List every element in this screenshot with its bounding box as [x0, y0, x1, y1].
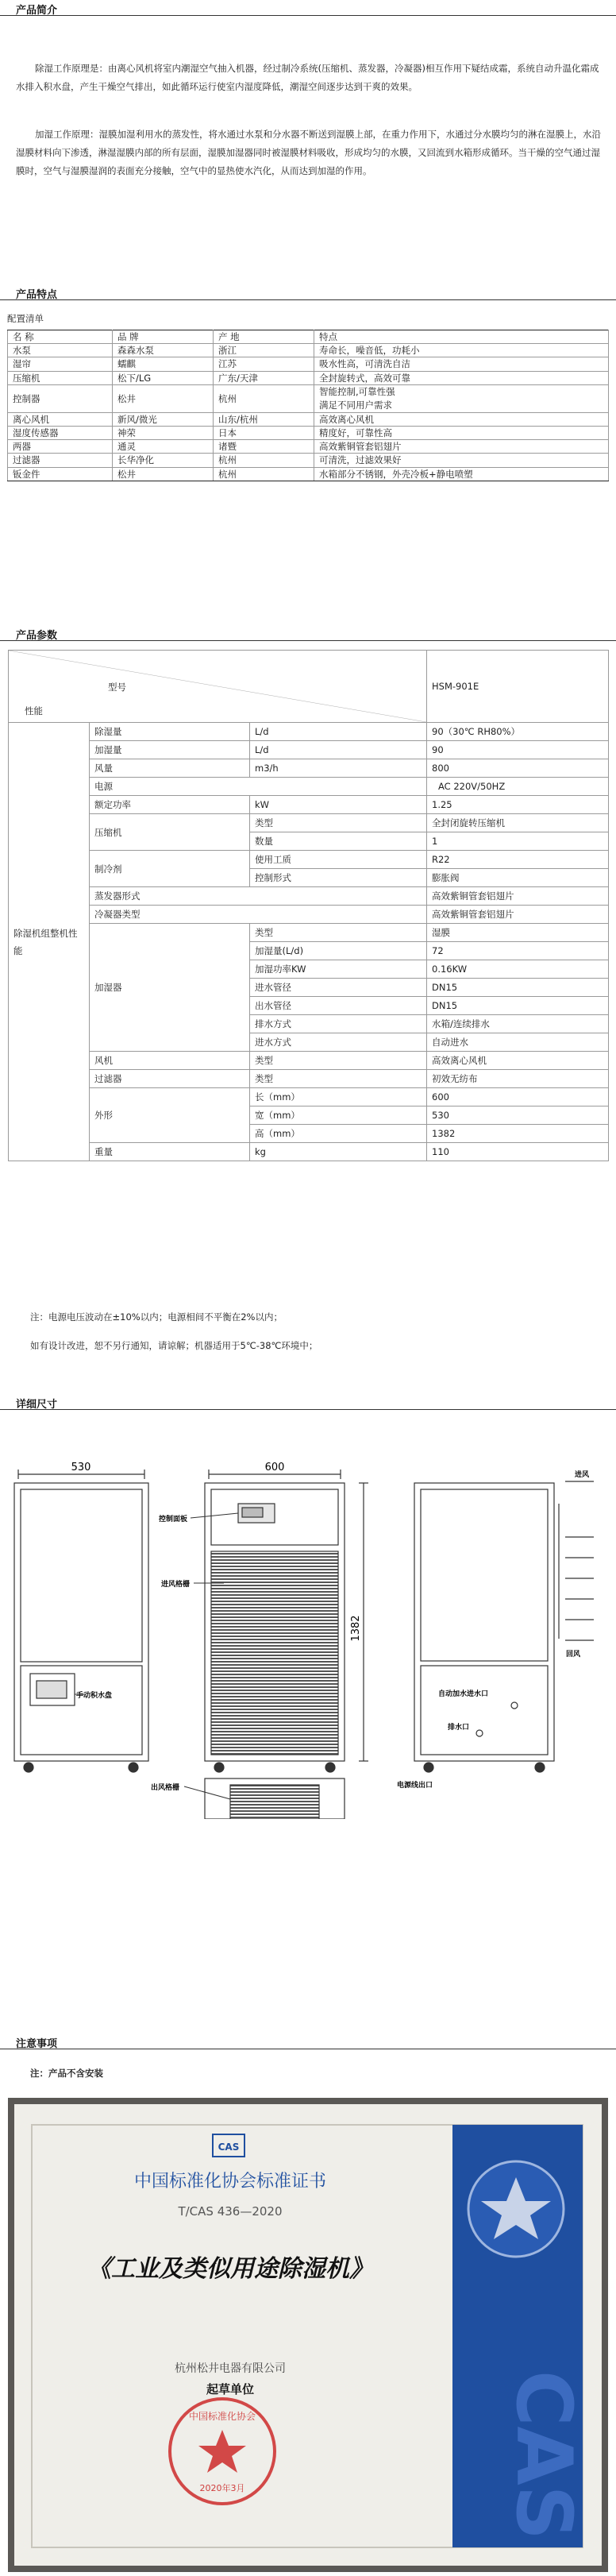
params-item-value: 高效离心风机	[427, 1052, 609, 1070]
config-cell: 杭州	[214, 467, 314, 481]
params-item-name: 重量	[90, 1143, 250, 1161]
config-table-row	[8, 357, 609, 371]
config-table-row	[8, 344, 609, 357]
config-cell: 离心风机	[8, 412, 113, 426]
cert-code: T/CAS 436—2020	[178, 2204, 283, 2219]
params-item-value: 800	[427, 759, 609, 778]
params-item-value: 1	[427, 832, 609, 851]
params-item-name: 除湿量	[90, 723, 250, 741]
params-item-name: 额定功率	[90, 796, 250, 814]
params-item-unit: L/d	[250, 741, 427, 759]
config-cell: 杭州	[214, 384, 314, 412]
config-table-row	[8, 384, 609, 412]
config-header-cell: 产 地	[214, 330, 314, 344]
params-item-unit: 进水管径	[250, 979, 427, 997]
params-item-value: 高效紫铜管套铝翅片	[427, 887, 609, 906]
config-cell: 压缩机	[8, 371, 113, 384]
inlet-grille-label: 进风格栅	[161, 1581, 191, 1589]
params-table	[8, 650, 609, 1161]
notice-text: 注：产品不含安装	[30, 2068, 103, 2079]
config-cell: 森森水泵	[113, 344, 214, 357]
config-cell: 水箱部分不锈钢，外壳冷板+静电喷塑	[314, 467, 609, 481]
params-item-unit: 进水方式	[250, 1033, 427, 1052]
return-air-label: 回风	[566, 1651, 581, 1659]
config-cell: 高效紫铜管套铝翅片	[314, 440, 609, 454]
config-cell: 寿命长，噪音低，功耗小	[314, 344, 609, 357]
params-title: 产品参数	[16, 630, 58, 642]
params-note-1: 注：电源电压波动在±10%以内；电源相间不平衡在2%以内；	[30, 1311, 283, 1323]
params-item-unit: L/d	[250, 723, 427, 741]
params-item-name: 加湿量	[90, 741, 250, 759]
inlet-air-label: 进风	[575, 1471, 590, 1479]
cert-side-text: CAS	[499, 2370, 588, 2540]
cert-title: 中国标准化协会标准证书	[133, 2172, 327, 2192]
params-item-name: 风量	[90, 759, 250, 778]
intro-humidify-text: 加湿工作原理：湿膜加湿利用水的蒸发性，将水通过水泵和分水器不断送到湿膜上部，在重力作用下，水通过分水膜均匀的淋在湿膜上，水沿湿膜材料向下渗透，淋湿湿膜内部的所有层面，湿膜加湿器同时被湿膜材料吸收，形成均匀的水膜，又回流到水箱形成循环。当干燥的空气通过湿膜时，空气与湿膜湿润的表面充分接触，空气中的显热使水汽化，从而达到加湿的作用。	[16, 129, 601, 176]
side-width-label: 530	[71, 1462, 91, 1473]
config-header-cell: 品 牌	[113, 330, 214, 344]
config-table	[7, 330, 609, 481]
intro-dehumidify-text: 除湿工作原理是：由离心风机将室内潮湿空气抽入机器，经过制冷系统(压缩机、蒸发器，冷凝器)相互作用下疑结成霜，系统自动升温化霜成水排入积水盘，产生干燥空气排出，如此循环运行使室内湿度降低，潮湿空间逐步达到干爽的效果。	[16, 63, 599, 92]
params-item-unit: 加湿量(L/d)	[250, 942, 427, 960]
notice-header	[0, 2033, 616, 2049]
params-item-name: 制冷剂	[90, 851, 250, 887]
cert-role: 起草单位	[206, 2382, 255, 2396]
params-item-unit: 出水管径	[250, 997, 427, 1015]
config-cell: 可清洗，过滤效果好	[314, 454, 609, 467]
dimensions-rule	[0, 1409, 616, 1410]
intro-rule	[0, 15, 616, 16]
params-header	[0, 625, 616, 641]
params-item-value: 高效紫铜管套铝翅片	[427, 906, 609, 924]
params-table-row	[9, 887, 609, 906]
params-item-name: 加湿器	[90, 924, 250, 1052]
front-width-label: 600	[264, 1462, 285, 1473]
params-item-unit: 控制形式	[250, 869, 427, 887]
params-item-name: 蒸发器形式	[90, 887, 427, 906]
params-item-unit: m3/h	[250, 759, 427, 778]
drain-label: 排水口	[448, 1724, 470, 1732]
params-item-name: 电源	[90, 778, 427, 796]
config-table-row	[8, 412, 609, 426]
back-view	[414, 1483, 554, 1772]
features-header	[0, 284, 616, 300]
params-item-value: 全封闭旋转压缩机	[427, 814, 609, 832]
config-cell: 松井	[113, 467, 214, 481]
params-item-value: 1.25	[427, 796, 609, 814]
config-header-cell: 特点	[314, 330, 609, 344]
dimensions-header	[0, 1394, 616, 1410]
params-item-unit: 数量	[250, 832, 427, 851]
params-item-value: 600	[427, 1088, 609, 1106]
config-label: 配置清单	[7, 313, 44, 324]
params-item-value: 自动进水	[427, 1033, 609, 1052]
params-table-row	[9, 1143, 609, 1161]
params-table-row	[9, 741, 609, 759]
params-item-value: 530	[427, 1106, 609, 1125]
params-item-unit: kW	[250, 796, 427, 814]
model-value: HSM-901E	[427, 651, 609, 723]
cert-name: 《工业及类似用途除湿机》	[87, 2255, 373, 2283]
config-cell: 精度好，可靠性高	[314, 426, 609, 439]
params-item-value: 0.16KW	[427, 960, 609, 979]
config-cell: 江苏	[214, 357, 314, 371]
control-panel-label: 控制面板	[159, 1516, 188, 1524]
params-table-row	[9, 924, 609, 942]
params-table-row	[9, 778, 609, 796]
params-item-value: 110	[427, 1143, 609, 1161]
airflow-arrows	[559, 1481, 594, 1640]
params-item-value: 1382	[427, 1125, 609, 1143]
config-cell: 山东/杭州	[214, 412, 314, 426]
intro-title: 产品简介	[16, 5, 58, 17]
power-port-label: 电源线出口	[397, 1782, 433, 1790]
params-item-value: 膨胀阀	[427, 869, 609, 887]
params-item-unit: 高（mm）	[250, 1125, 427, 1143]
config-cell: 新风/微光	[113, 412, 214, 426]
params-table-row	[9, 1088, 609, 1106]
params-item-value: DN15	[427, 979, 609, 997]
config-cell: 杭州	[214, 454, 314, 467]
config-cell: 全封旋转式，高效可靠	[314, 371, 609, 384]
params-table-row	[9, 796, 609, 814]
params-header-cell	[9, 651, 427, 723]
params-item-value: AC 220V/50HZ	[427, 778, 609, 796]
params-item-unit: 宽（mm）	[250, 1106, 427, 1125]
config-cell: 湿帘	[8, 357, 113, 371]
model-header-label: 型号	[108, 682, 126, 693]
params-item-value: 湿膜	[427, 924, 609, 942]
features-rule	[0, 299, 616, 300]
config-cell: 松下/LG	[113, 371, 214, 384]
config-cell: 两器	[8, 440, 113, 454]
config-cell: 神荣	[113, 426, 214, 439]
params-item-name: 外形	[90, 1088, 250, 1143]
features-title: 产品特点	[16, 289, 58, 301]
params-item-unit: 类型	[250, 1070, 427, 1088]
config-cell: 水泵	[8, 344, 113, 357]
params-table-row	[9, 1052, 609, 1070]
params-item-value: 水箱/连续排水	[427, 1015, 609, 1033]
params-item-value: R22	[427, 851, 609, 869]
params-table-row	[9, 1070, 609, 1088]
config-cell: 广东/天津	[214, 371, 314, 384]
config-cell: 通灵	[113, 440, 214, 454]
config-table-header	[8, 330, 609, 344]
config-table-row	[8, 440, 609, 454]
params-table-row	[9, 723, 609, 741]
config-cell: 浙江	[214, 344, 314, 357]
params-table-row	[9, 906, 609, 924]
params-table-row	[9, 814, 609, 832]
manual-tray-label: 手动积水盘	[76, 1692, 113, 1700]
config-cell: 松井	[113, 384, 214, 412]
params-item-unit: 使用工质	[250, 851, 427, 869]
params-item-unit: 类型	[250, 924, 427, 942]
config-table-row	[8, 454, 609, 467]
config-header-cell: 名 称	[8, 330, 113, 344]
params-item-name: 风机	[90, 1052, 250, 1070]
params-item-value: 初效无纺布	[427, 1070, 609, 1088]
seal-date: 2020年3月	[199, 2483, 245, 2493]
config-cell: 吸水性高，可清洗自洁	[314, 357, 609, 371]
params-item-name: 冷凝器类型	[90, 906, 427, 924]
params-item-unit: 类型	[250, 814, 427, 832]
config-table-row	[8, 426, 609, 439]
performance-header-label: 性能	[25, 705, 43, 716]
config-cell: 长华净化	[113, 454, 214, 467]
config-cell: 湿度传感器	[8, 426, 113, 439]
config-cell: 诸暨	[214, 440, 314, 454]
config-cell: 智能控制,可靠性强 满足不同用户需求	[314, 384, 609, 412]
front-view	[205, 1470, 368, 1772]
config-table-row	[8, 467, 609, 481]
params-table-row	[9, 759, 609, 778]
intro-header	[0, 0, 616, 16]
notice-title: 注意事项	[16, 2038, 58, 2050]
params-item-name: 压缩机	[90, 814, 250, 851]
params-item-value: DN15	[427, 997, 609, 1015]
certificate-image	[8, 2098, 608, 2572]
params-group-label: 除湿机组整机性能	[9, 723, 90, 1161]
config-cell: 控制器	[8, 384, 113, 412]
diagonal-line	[9, 651, 426, 722]
config-cell: 日本	[214, 426, 314, 439]
params-item-unit: 加湿功率KW	[250, 960, 427, 979]
cert-logo: CAS	[218, 2142, 240, 2153]
params-item-value: 72	[427, 942, 609, 960]
dimension-drawing	[0, 1458, 616, 1819]
params-item-unit: 长（mm）	[250, 1088, 427, 1106]
config-cell: 高效离心风机	[314, 412, 609, 426]
params-note-2: 如有设计改进，恕不另行通知，请谅解；机器适用于5℃-38℃环境中；	[30, 1340, 318, 1351]
params-item-value: 90（30℃ RH80%）	[427, 723, 609, 741]
dimensions-title: 详细尺寸	[16, 1399, 58, 1411]
height-label: 1382	[350, 1615, 362, 1642]
params-item-value: 90	[427, 741, 609, 759]
config-cell: 钣金件	[8, 467, 113, 481]
side-view	[14, 1470, 148, 1772]
params-item-unit: 排水方式	[250, 1015, 427, 1033]
config-cell: 蠕麒	[113, 357, 214, 371]
seal-text: 中国标准化协会	[188, 2411, 256, 2422]
params-table-row	[9, 851, 609, 869]
outlet-grille-label: 出风格栅	[151, 1784, 180, 1792]
top-view	[205, 1778, 345, 1819]
config-cell: 过滤器	[8, 454, 113, 467]
params-item-name: 过滤器	[90, 1070, 250, 1088]
params-item-unit: kg	[250, 1143, 427, 1161]
auto-inlet-label: 自动加水进水口	[438, 1690, 489, 1698]
cert-company: 杭州松井电器有限公司	[175, 2362, 286, 2375]
config-table-row	[8, 371, 609, 384]
params-item-unit: 类型	[250, 1052, 427, 1070]
params-rule	[0, 640, 616, 641]
